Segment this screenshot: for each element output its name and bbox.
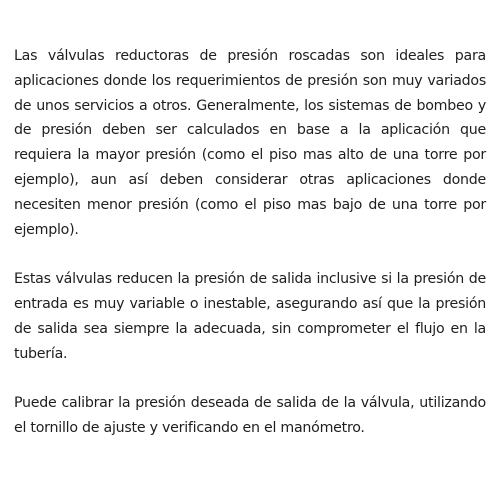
paragraph-calibration: Puede calibrar la presión deseada de salida de la válvula, utilizando el tornillo de ajuste y verificando en el manómetro.	[14, 395, 486, 436]
document-body	[14, 44, 486, 441]
paragraph-pressure-reduction: Estas válvulas reducen la presión de salida inclusive si la presión de entrada es muy variable o inestable, asegurando así que la presión de salida sea siempre la adecuada, sin comprometer el flujo en la tubería.	[14, 271, 486, 362]
paragraph-intro: Las válvulas reductoras de presión roscadas son ideales para aplicaciones donde los requerimientos de presión son muy variados de unos servicios a otros. Generalmente, los sistemas de bombeo y de presión deben ser calculados en base a la aplicación que requiera la mayor presión (como el piso mas alto de una torre por ejemplo), aun así deben considerar otras aplicaciones donde necesiten menor presión (como el piso mas bajo de una torre por ejemplo).	[14, 48, 486, 238]
